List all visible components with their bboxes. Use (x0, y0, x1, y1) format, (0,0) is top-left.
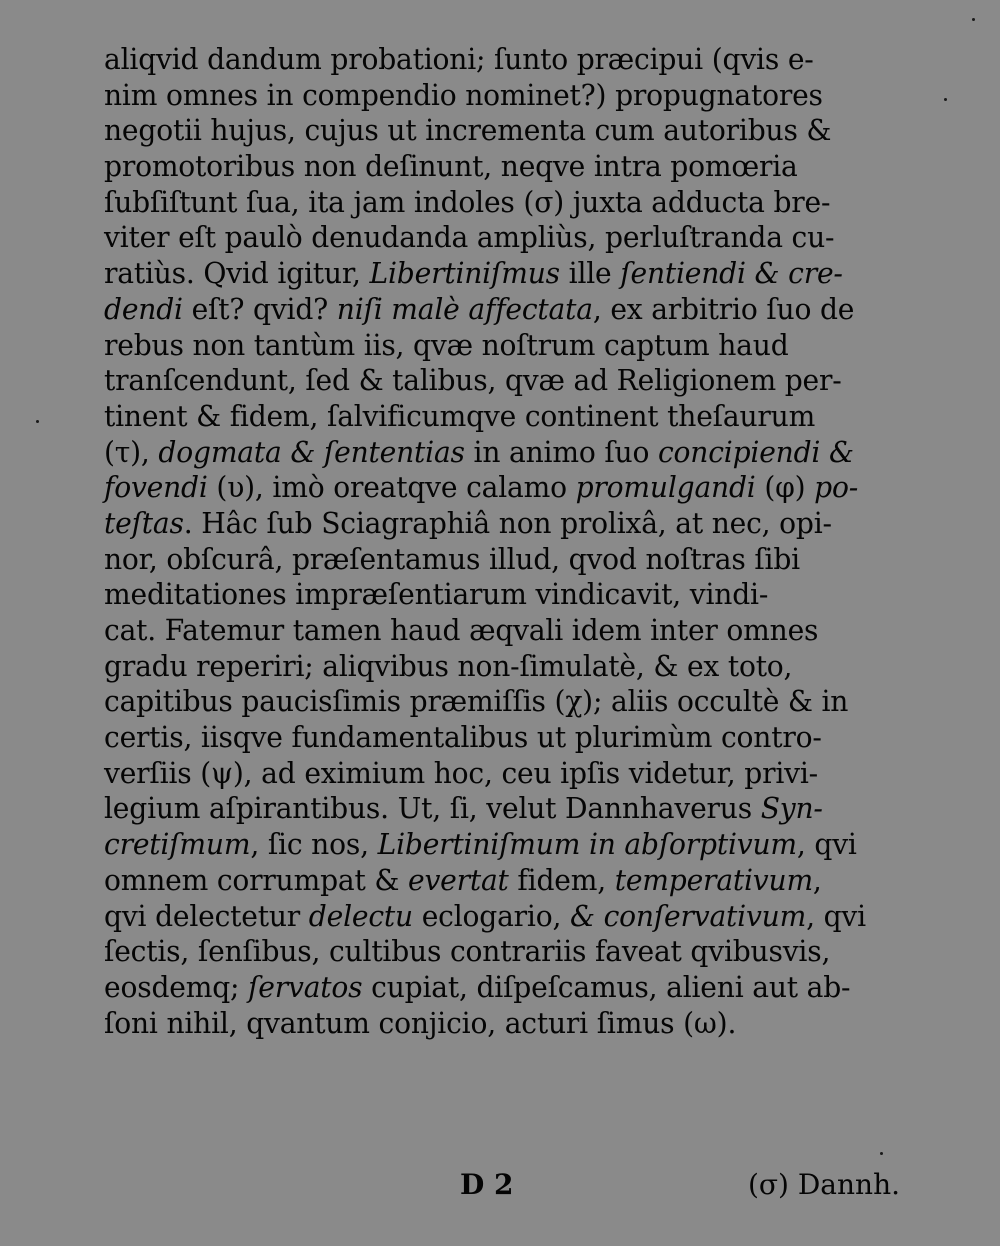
text-segment: rebus non tantùm iis, qvæ noſtrum captum haud (104, 328, 789, 362)
text-line (104, 791, 894, 827)
text-segment: , ex arbitrio ſuo de (592, 292, 855, 326)
text-segment: tranſcendunt, ſed & talibus, qvæ ad Religionem per- (104, 364, 842, 398)
text-segment: nor, obſcurâ, præſentamus illud, qvod noſtras ſibi (104, 542, 800, 576)
text-segment: ſoni nihil, qvantum conjicio, acturi ſimus (ω). (104, 1006, 737, 1040)
text-line (104, 934, 894, 970)
text-line (104, 256, 894, 292)
text-segment: ſubſiſtunt ſua, ita jam indoles (σ) juxta adducta bre- (104, 185, 831, 219)
text-segment: legium aſpirantibus. Ut, ſi, velut Dannhaverus (104, 792, 761, 826)
italic-segment: Libertiniſmum in abſorptivum (377, 828, 797, 862)
text-segment: certis, iisqve fundamentalibus ut plurimùm contro- (104, 721, 822, 755)
text-segment: tinent & fidem, ſalvificumqve continent theſaurum (104, 399, 816, 433)
italic-segment: evertat (407, 863, 509, 897)
scan-speck (972, 18, 975, 21)
text-segment: eſt? qvid? (182, 292, 337, 326)
italic-segment: ſervatos (248, 970, 363, 1004)
italic-segment: Libertiniſmus (369, 257, 560, 291)
text-line (104, 577, 894, 613)
text-segment: . Hâc ſub Sciagraphiâ non prolixâ, at nec, opi- (183, 506, 832, 540)
italic-segment: ſentiendi & cre- (620, 257, 843, 291)
text-line (104, 720, 894, 756)
text-segment: omnem corrumpat & (104, 863, 408, 897)
text-line (104, 399, 894, 435)
text-line (104, 78, 894, 114)
text-segment: verſiis (ψ), ad eximium hoc, ceu ipſis videtur, privi- (104, 756, 818, 790)
italic-segment: niſi malè affectata (336, 292, 593, 326)
text-line (104, 863, 894, 899)
text-line (104, 542, 894, 578)
scan-speck (944, 98, 947, 101)
italic-segment: Syn- (760, 792, 823, 826)
text-line (104, 292, 894, 328)
body-text (104, 42, 904, 1041)
text-segment: eosdemq; (104, 970, 249, 1004)
text-line (104, 970, 894, 1006)
text-segment: gradu reperiri; aliqvibus non-ſimulatè, & ex toto, (104, 649, 793, 683)
text-line (104, 613, 894, 649)
text-segment: negotii hujus, cujus ut incrementa cum autoribus & (104, 114, 832, 148)
italic-segment: teſtas (104, 506, 184, 540)
text-line (104, 684, 894, 720)
text-segment: in animo ſuo (464, 435, 658, 469)
text-segment: ille (559, 257, 621, 291)
catchword: (σ) Dannh. (748, 1168, 901, 1201)
italic-segment: & conſervativum (569, 899, 807, 933)
text-segment: qvi delectetur (104, 899, 309, 933)
text-segment: promotoribus non deſinunt, neqve intra pomœria (104, 150, 798, 184)
italic-segment: fovendi (104, 471, 208, 505)
page-footer (0, 1168, 1000, 1208)
text-segment: (φ) (755, 471, 815, 505)
text-segment: eclogario, (412, 899, 570, 933)
text-segment: , ſic nos, (250, 828, 378, 862)
text-line (104, 827, 894, 863)
text-line (104, 1006, 894, 1042)
text-line (104, 185, 894, 221)
italic-segment: cretiſmum (104, 828, 251, 862)
text-line (104, 42, 894, 78)
text-line (104, 435, 894, 471)
signature-mark: D 2 (460, 1168, 514, 1201)
italic-segment: delectu (308, 899, 413, 933)
text-line (104, 363, 894, 399)
text-segment: capitibus paucisſimis præmiſſis (χ); aliis occultè & in (104, 685, 849, 719)
text-segment: , (812, 863, 822, 897)
text-line (104, 899, 894, 935)
text-line (104, 470, 894, 506)
text-line (104, 328, 894, 364)
text-line (104, 113, 894, 149)
italic-segment: po- (814, 471, 859, 505)
text-segment: , qvi (796, 828, 857, 862)
text-line (104, 756, 894, 792)
italic-segment: dogmata & ſententias (158, 435, 465, 469)
text-segment: fidem, (508, 863, 615, 897)
text-segment: (τ), (104, 435, 159, 469)
text-line (104, 649, 894, 685)
italic-segment: dendi (104, 292, 183, 326)
text-segment: ſectis, ſenſibus, cultibus contrariis faveat qvibusvis, (104, 935, 831, 969)
italic-segment: concipiendi & (657, 435, 854, 469)
text-segment: aliqvid dandum probationi; ſunto præcipui (qvis e- (104, 43, 814, 76)
text-segment: cupiat, diſpeſcamus, alieni aut ab- (362, 970, 851, 1004)
scan-speck (36, 420, 39, 423)
scan-speck (880, 1152, 883, 1155)
italic-segment: promulgandi (575, 471, 756, 505)
text-segment: meditationes impræſentiarum vindicavit, vindi- (104, 578, 769, 612)
text-segment: viter eſt paulò denudanda ampliùs, perluſtranda cu- (104, 221, 835, 255)
text-line (104, 149, 894, 185)
text-segment: cat. Fatemur tamen haud æqvali idem inter omnes (104, 614, 819, 647)
text-segment: , qvi (806, 899, 866, 933)
text-line (104, 220, 894, 256)
italic-segment: temperativum (614, 863, 813, 897)
text-line (104, 506, 894, 542)
text-segment: (υ), imò oreatqve calamo (207, 471, 576, 505)
text-segment: nim omnes in compendio nominet?) propugnatores (104, 78, 823, 112)
text-segment: ratiùs. Qvid igitur, (104, 257, 370, 291)
